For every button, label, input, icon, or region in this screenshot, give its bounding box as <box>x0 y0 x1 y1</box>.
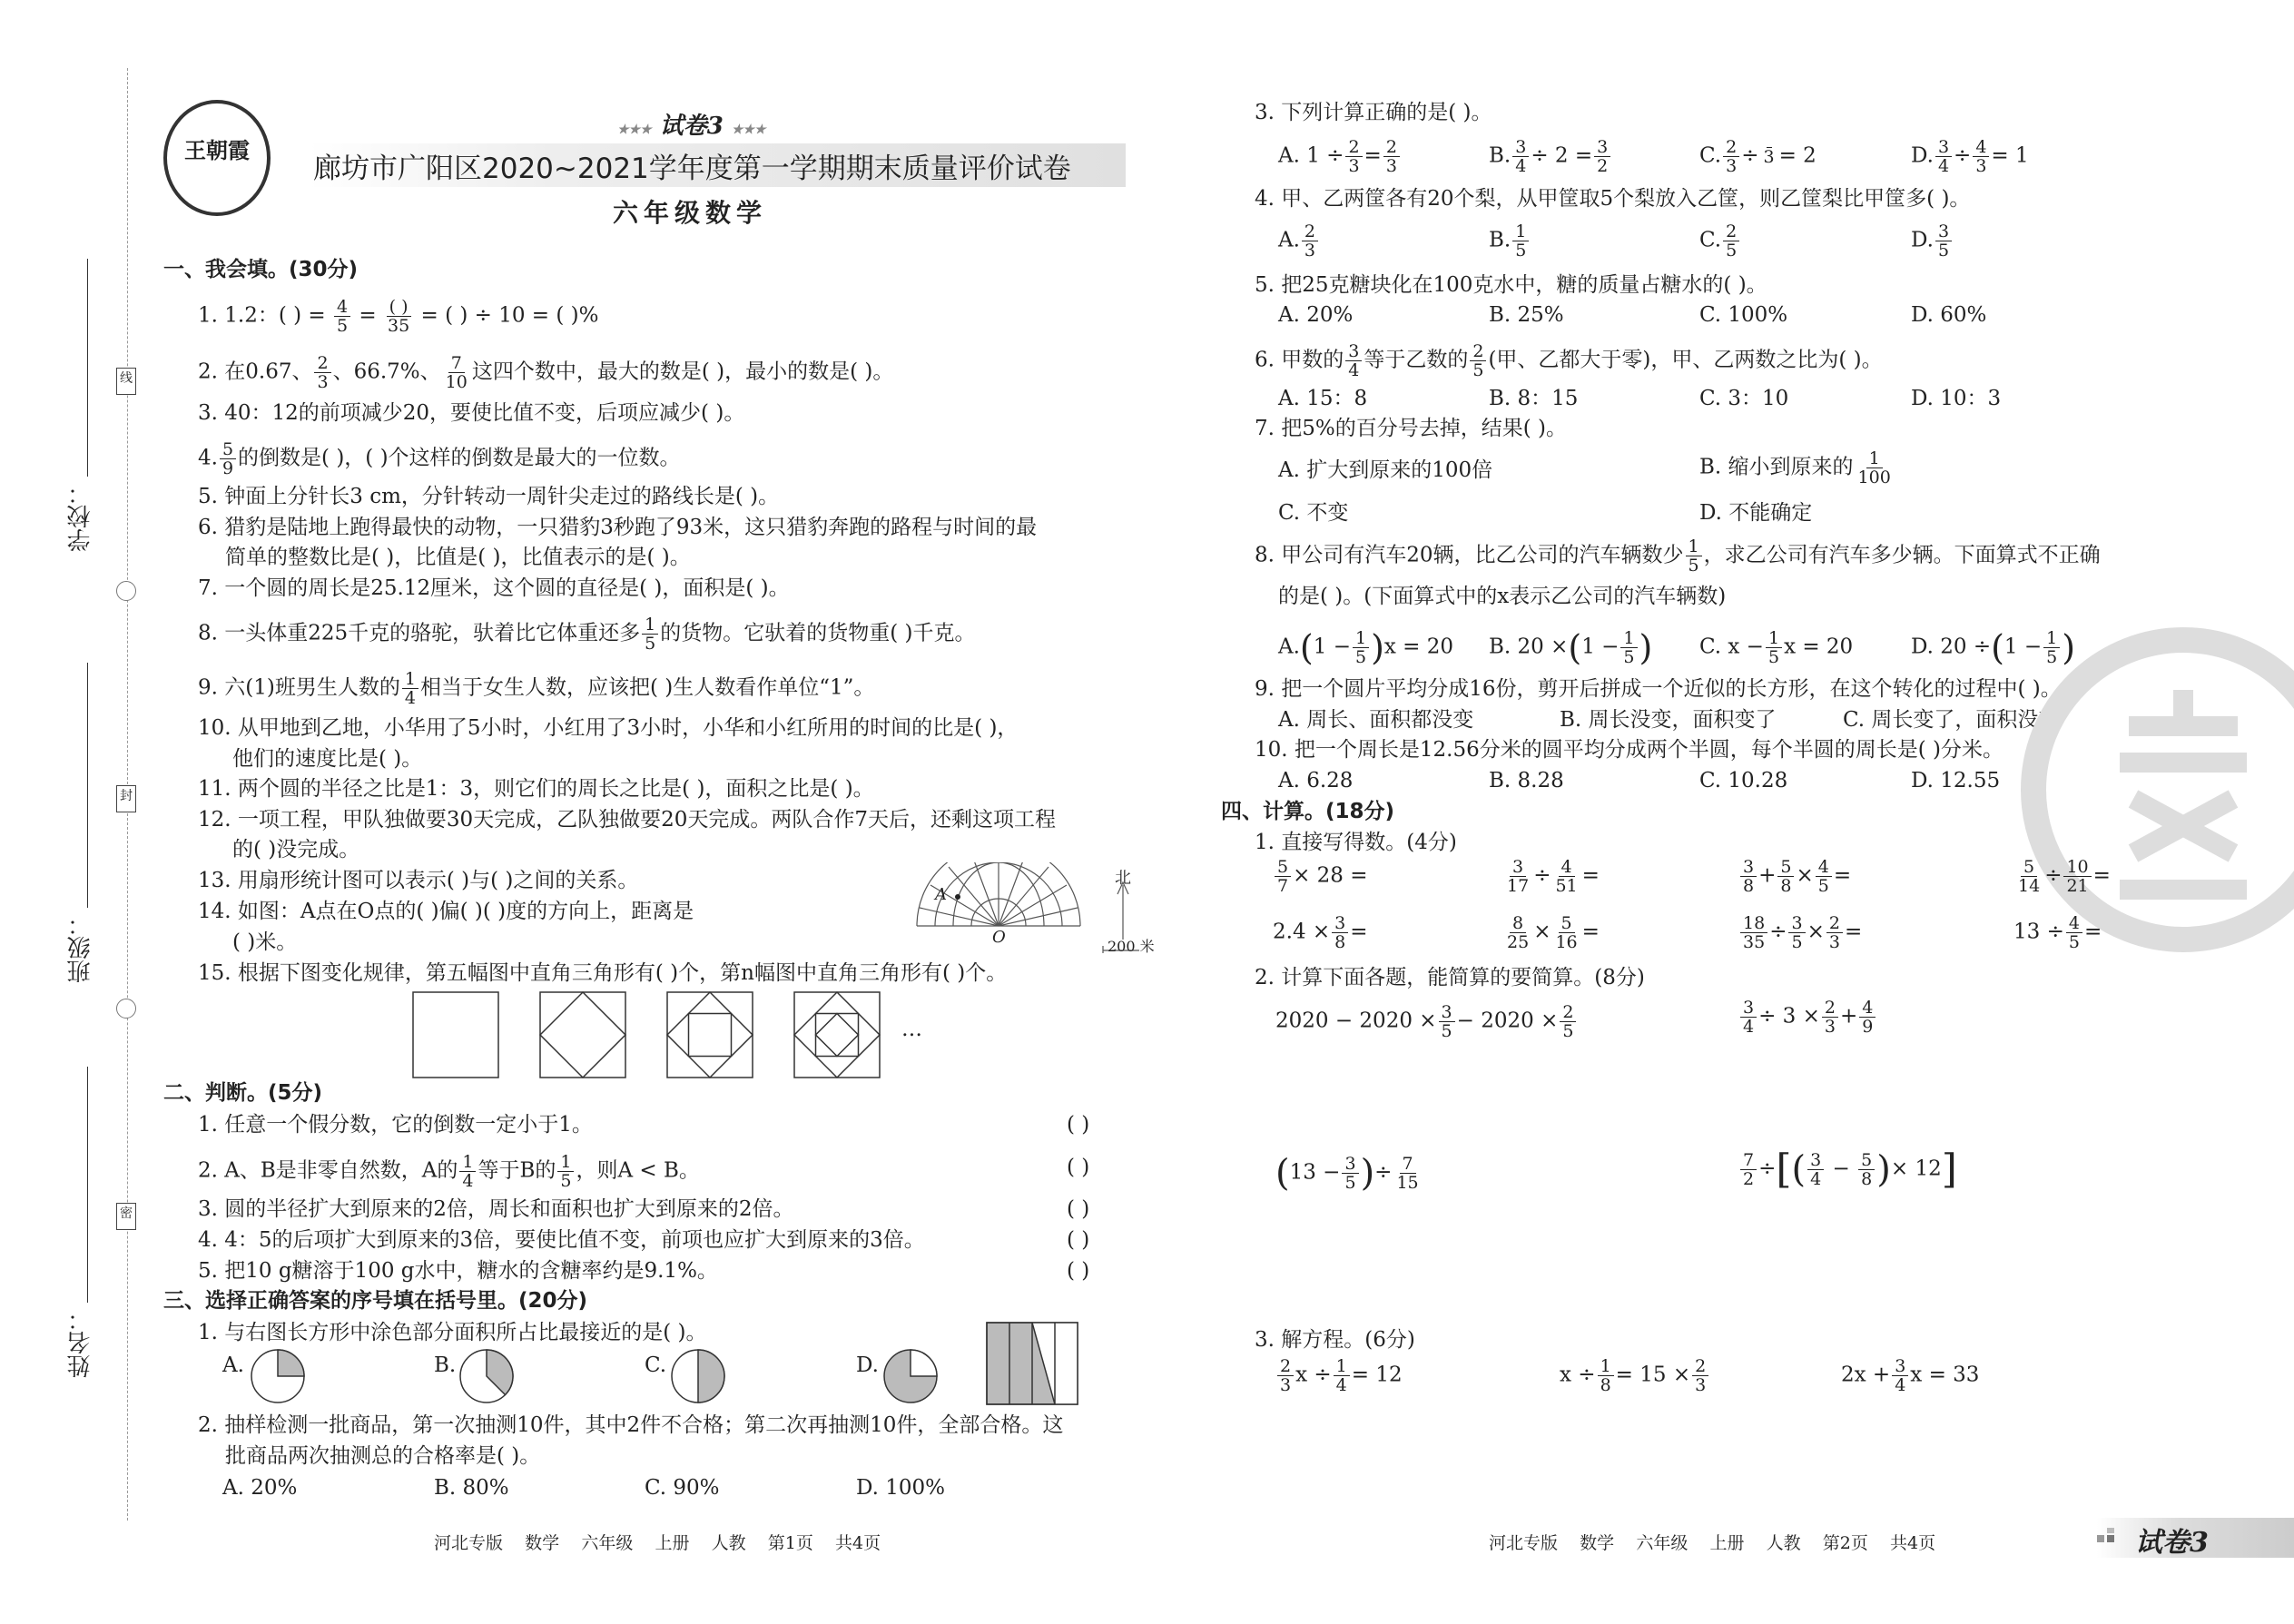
s3-q2-opt-c[interactable]: C. 90% <box>645 1476 720 1500</box>
calc-1b: $\frac{3}{17}$ ÷ $\frac{4}{51}$ = <box>1507 857 1600 896</box>
s2-q2: 2. A、B是非零自然数，A的 $\frac{1}{4}$ 等于B的 $\frac{1}{5}$ ，则A < B。 <box>198 1152 700 1191</box>
r-q10: 10. 把一个周长是12.56分米的圆平均分成两个半圆，每个半圆的周长是( )分米。 <box>1255 738 2004 762</box>
s2-q2-answer[interactable]: ( ) <box>1067 1156 1090 1179</box>
s3-q2-line2: 批商品两次抽测总的合格率是( )。 <box>225 1444 541 1468</box>
pie-option-b <box>458 1348 515 1404</box>
r-q5-opt-a[interactable]: A. 20% <box>1278 303 1354 327</box>
s1-q2: 2. 在0.67、 $\frac{2}{3}$ 、66.7%、 $\frac{7}{10}$ 这四个数中，最大的数是( )，最小的数是( )。 <box>198 353 894 392</box>
s1-q7: 7. 一个圆的周长是25.12厘米，这个圆的直径是( )，面积是( )。 <box>198 576 790 600</box>
r-q5-opt-d[interactable]: D. 60% <box>1911 303 1987 327</box>
r-q9-opt-b[interactable]: B. 周长没变，面积变了 <box>1560 708 1777 732</box>
s3-q2-opt-d[interactable]: D. 100% <box>856 1476 945 1500</box>
north-label: 北 <box>1115 869 1131 888</box>
school-blank[interactable] <box>87 259 88 477</box>
s3-q2-line1: 2. 抽样检测一批商品，第一次抽测10件，其中2件不合格；第二次再抽测10件，全部合格。这 <box>198 1413 1064 1437</box>
r-q8-opt-d[interactable]: D. 20 ÷(1 − $\frac{1}{5}$ ) <box>1911 627 2076 668</box>
s2-q3-answer[interactable]: ( ) <box>1067 1197 1090 1221</box>
r-q5-opt-c[interactable]: C. 100% <box>1699 303 1788 327</box>
s1-q10-line1: 10. 从甲地到乙地，小华用了5小时，小红用了3小时，小华和小红所用的时间的比是( )， <box>198 716 1019 740</box>
s1-q4: 4. $\frac{5}{9}$ 的倒数是( )，( )个这样的倒数是最大的一位数。 <box>198 439 681 478</box>
r-q4-opt-c[interactable]: C. $\frac{2}{5}$ <box>1699 222 1741 260</box>
r-q5: 5. 把25克糖块化在100克水中，糖的质量占糖水的( )。 <box>1255 273 1767 297</box>
s4-part2-title: 2. 计算下面各题，能简算的要简算。(8分) <box>1255 966 1645 989</box>
seal-secret: 密 <box>116 1203 136 1230</box>
r-q8-line2: 的是( )。(下面算式中的x表示乙公司的汽车辆数) <box>1278 585 1727 608</box>
section-4-title: 四、计算。(18分) <box>1221 800 1395 823</box>
seal-seal: 封 <box>116 785 136 812</box>
r-q7-opt-c[interactable]: C. 不变 <box>1278 501 1349 525</box>
r-q8-opt-a[interactable]: A.(1 − $\frac{1}{5}$ )x = 20 <box>1278 627 1454 668</box>
r-q8-opt-b[interactable]: B. 20 ×(1 − $\frac{1}{5}$ ) <box>1489 627 1653 668</box>
pie-option-d <box>882 1348 939 1404</box>
r-q3: 3. 下列计算正确的是( )。 <box>1255 101 1492 124</box>
secret-seal-watermark-icon <box>2020 626 2294 953</box>
r-q4-opt-b[interactable]: B. $\frac{1}{5}$ <box>1489 222 1531 260</box>
s3-q1-opt-a[interactable]: A. <box>222 1353 244 1377</box>
brand-logo <box>163 100 271 216</box>
r-q10-opt-b[interactable]: B. 8.28 <box>1489 769 1564 792</box>
r-q3-opt-a[interactable]: A. 1 ÷ $\frac{2}{3}$ = $\frac{2}{3}$ <box>1278 138 1402 175</box>
r-q8-opt-c[interactable]: C. x − $\frac{1}{5}$ x = 20 <box>1699 628 1854 667</box>
calc-2d: $\frac{7}{2}$ ÷[( $\frac{3}{4}$ − $\frac{5}{8}$ )× 12] <box>1738 1151 1957 1188</box>
shaded-rectangle-figure <box>985 1321 1080 1407</box>
r-q3-opt-c[interactable]: C. $\frac{2}{3}$ ÷ 3 = 2 <box>1699 137 1816 176</box>
equation-1: $\frac{2}{3}$ x ÷ $\frac{1}{4}$ = 12 <box>1275 1357 1403 1394</box>
r-q6-opt-c[interactable]: C. 3：10 <box>1699 387 1789 410</box>
r-q4-opt-d[interactable]: D. $\frac{3}{5}$ <box>1911 222 1954 260</box>
s2-q5: 5. 把10 g糖溶于100 g水中，糖水的含糖率约是9.1%。 <box>198 1259 718 1283</box>
r-q8-line1: 8. 甲公司有汽车20辆，比乙公司的汽车辆数少 $\frac{1}{5}$ ，求乙公司有汽车多少辆。下面算式不正确 <box>1255 536 2101 576</box>
calc-1c: $\frac{3}{8}$ + $\frac{5}{8}$ × $\frac{4}{5}$ = <box>1738 858 1851 895</box>
r-q10-opt-a[interactable]: A. 6.28 <box>1278 769 1354 792</box>
r-q7: 7. 把5%的百分号去掉，结果( )。 <box>1255 417 1568 440</box>
series-label: ★★★ 试卷3 ★★★ <box>617 113 766 140</box>
school-label: 学校： <box>67 481 94 552</box>
pie-option-a <box>250 1348 306 1404</box>
s1-q12-line1: 12. 一项工程，甲队独做要30天完成，乙队独做要20天完成。两队合作7天后，还剩这项工程 <box>198 808 1057 832</box>
r-q4-opt-a[interactable]: A. $\frac{2}{3}$ <box>1278 222 1320 260</box>
s1-q9: 9. 六(1)班男生人数的 $\frac{1}{4}$ 相当于女生人数，应该把( )生人数看作单位“1”。 <box>198 669 875 708</box>
name-label: 姓名： <box>67 1307 94 1378</box>
direction-diagram <box>894 862 1139 962</box>
s1-q11: 11. 两个圆的半径之比是1：3，则它们的周长之比是( )，面积之比是( )。 <box>198 777 874 801</box>
logo-text: 王朝霞 <box>184 137 250 163</box>
equation-2: x ÷ $\frac{1}{8}$ = 15 × $\frac{2}{3}$ <box>1560 1357 1710 1394</box>
s1-q10-line2: 他们的速度比是( )。 <box>232 747 423 771</box>
r-q10-opt-c[interactable]: C. 10.28 <box>1699 769 1788 792</box>
equation-3: 2x + $\frac{3}{4}$ x = 33 <box>1841 1356 1980 1395</box>
s1-q14-line1: 14. 如图：A点在O点的( )偏( )( )度的方向上，距离是 <box>198 900 694 923</box>
exam-title: 廊坊市广阳区2020~2021学年度第一学期期末质量评价试卷 <box>313 153 1071 185</box>
r-q9-opt-c[interactable]: C. 周长变了，面积没变 <box>1843 708 2060 732</box>
s1-q14-line2: ( )米。 <box>232 930 298 954</box>
calc-1g: $\frac{18}{35}$ ÷ $\frac{3}{5}$ × $\frac{2}{3}$ = <box>1738 914 1862 951</box>
r-q10-opt-d[interactable]: D. 12.55 <box>1911 769 2001 792</box>
r-q7-opt-a[interactable]: A. 扩大到原来的100倍 <box>1278 458 1493 482</box>
pattern-figures <box>409 989 899 1080</box>
pie-option-c <box>670 1348 726 1404</box>
r-q6-opt-d[interactable]: D. 10：3 <box>1911 387 2002 410</box>
s2-q4-answer[interactable]: ( ) <box>1067 1228 1090 1252</box>
name-blank[interactable] <box>87 1067 88 1303</box>
scale-label: 200 米 <box>1108 938 1155 955</box>
s4-part1-title: 1. 直接写得数。(4分) <box>1255 831 1457 854</box>
s1-q5: 5. 钟面上分针长3 cm，分针转动一周针尖走过的路线长是( )。 <box>198 485 780 508</box>
s4-part3-title: 3. 解方程。(6分) <box>1255 1328 1415 1352</box>
s3-q2-opt-a[interactable]: A. 20% <box>222 1476 298 1500</box>
calc-2a: 2020 − 2020 × $\frac{3}{5}$ − 2020 × $\frac{2}{5}$ <box>1275 1003 1578 1040</box>
calc-2c: (13 − $\frac{3}{5}$ )÷ $\frac{7}{15}$ <box>1275 1152 1419 1195</box>
binding-hole-icon <box>116 581 136 601</box>
r-q6-opt-a[interactable]: A. 15：8 <box>1278 387 1368 410</box>
calc-1d: $\frac{5}{14}$ ÷ $\frac{10}{21}$ = <box>2018 857 2111 896</box>
s3-q2-opt-b[interactable]: B. 80% <box>434 1476 509 1500</box>
calc-1f: $\frac{8}{25}$ × $\frac{5}{16}$ = <box>1507 913 1600 952</box>
calc-2b: $\frac{3}{4}$ ÷ 3 × $\frac{2}{3}$ + $\frac{4}{9}$ <box>1738 999 1877 1036</box>
s3-q1: 1. 与右图长方形中涂色部分面积所占比最接近的是( )。 <box>198 1321 707 1344</box>
s1-q8: 8. 一头体重225千克的骆驼，驮着比它体重还多 $\frac{1}{5}$ 的货物。它驮着的货物重( )千克。 <box>198 615 976 654</box>
calc-1h: 13 ÷ $\frac{4}{5}$ = <box>2013 913 2102 952</box>
s2-q1-answer[interactable]: ( ) <box>1067 1113 1090 1137</box>
point-o-label: O <box>992 928 1006 947</box>
point-a-label: A <box>935 885 947 904</box>
s1-q6-line2: 简单的整数比是( )，比值是( )，比值表示的是( )。 <box>225 546 691 569</box>
r-q9-opt-a[interactable]: A. 周长、面积都没变 <box>1278 708 1474 732</box>
section-3-title: 三、选择正确答案的序号填在括号里。(20分) <box>163 1289 588 1313</box>
seal-line: 线 <box>116 368 136 395</box>
s1-q3: 3. 40：12的前项减少20，要使比值不变，后项应减少( )。 <box>198 401 745 425</box>
r-q4: 4. 甲、乙两筐各有20个梨，从甲筐取5个梨放入乙筐，则乙筐梨比甲筐多( )。 <box>1255 187 1971 211</box>
calc-1a: $\frac{5}{7}$ × 28 = <box>1273 858 1368 895</box>
exam-subject: 六年级数学 <box>613 198 768 228</box>
class-label: 班级： <box>67 912 94 983</box>
s2-q5-answer[interactable]: ( ) <box>1067 1259 1090 1283</box>
s2-q1: 1. 任意一个假分数，它的倒数一定小于1。 <box>198 1113 593 1137</box>
s2-q4: 4. 4：5的后项扩大到原来的3倍，要使比值不变，前项也应扩大到原来的3倍。 <box>198 1228 925 1252</box>
s3-q1-opt-c[interactable]: C. <box>645 1353 667 1377</box>
s3-q1-opt-b[interactable]: B. <box>434 1353 457 1377</box>
s2-q3: 3. 圆的半径扩大到原来的2倍，周长和面积也扩大到原来的2倍。 <box>198 1197 794 1221</box>
r-q7-opt-b[interactable]: B. 缩小到原来的 $\frac{1}{100}$ <box>1699 448 1891 487</box>
binding-hole-icon <box>116 999 136 1019</box>
footer-left: 河北专版 数学 六年级 上册 人教 第1页 共4页 <box>434 1533 881 1553</box>
section-1-title: 一、我会填。(30分) <box>163 258 359 281</box>
calc-1e: 2.4 × $\frac{3}{8}$ = <box>1273 913 1368 952</box>
r-q3-opt-b[interactable]: B. $\frac{3}{4}$ ÷ 2 = $\frac{3}{2}$ <box>1489 138 1612 175</box>
r-q9: 9. 把一个圆片平均分成16份，剪开后拼成一个近似的长方形，在这个转化的过程中( )。 <box>1255 677 2062 701</box>
section-2-title: 二、判断。(5分) <box>163 1081 323 1105</box>
s1-q6-line1: 6. 猎豹是陆地上跑得最快的动物，一只猎豹3秒跑了93米，这只猎豹奔跑的路程与时间的最 <box>198 516 1038 539</box>
s3-q1-opt-d[interactable]: D. <box>856 1353 879 1377</box>
s1-q15: 15. 根据下图变化规律，第五幅图中直角三角形有( )个，第n幅图中直角三角形有( )个。 <box>198 961 1008 985</box>
footer-tag: 试卷3 <box>2135 1527 2209 1559</box>
s1-q1: 1. 1.2：( ) = $\frac{4}{5}$ = $\frac{( )}{35}$ = ( ) ÷ 10 = ( )% <box>198 297 599 336</box>
r-q3-opt-d[interactable]: D. $\frac{3}{4}$ ÷ $\frac{4}{3}$ = 1 <box>1911 137 2029 176</box>
pattern-ellipsis: … <box>901 1018 922 1041</box>
footer-tag-squares-icon <box>2097 1528 2122 1546</box>
r-q6: 6. 甲数的 $\frac{3}{4}$ 等于乙数的 $\frac{2}{5}$ (甲、乙都大于零)，甲、乙两数之比为( )。 <box>1255 341 1883 380</box>
s1-q12-line2: 的( )没完成。 <box>232 838 360 861</box>
r-q6-opt-b[interactable]: B. 8：15 <box>1489 387 1579 410</box>
r-q5-opt-b[interactable]: B. 25% <box>1489 303 1564 327</box>
r-q7-opt-d[interactable]: D. 不能确定 <box>1699 501 1813 525</box>
footer-right: 河北专版 数学 六年级 上册 人教 第2页 共4页 <box>1489 1533 1936 1553</box>
class-blank[interactable] <box>87 663 88 908</box>
s1-q13: 13. 用扇形统计图可以表示( )与( )之间的关系。 <box>198 869 639 892</box>
